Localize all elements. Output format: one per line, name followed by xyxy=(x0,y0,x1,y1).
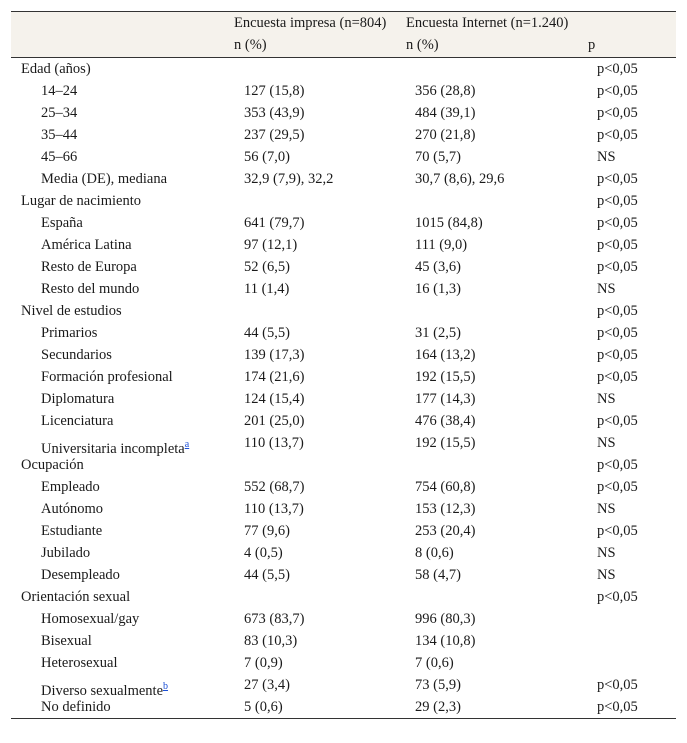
cell-p-value: NS xyxy=(597,501,616,517)
table-row xyxy=(11,58,676,80)
table-header xyxy=(11,11,676,58)
cell-p-value: NS xyxy=(597,567,616,583)
cell-p-value: p<0,05 xyxy=(597,215,638,231)
cell-printed-value: 353 (43,9) xyxy=(244,105,305,121)
row-label xyxy=(41,102,77,124)
row-label xyxy=(41,124,77,146)
cell-p-value: p<0,05 xyxy=(597,171,638,187)
row-label xyxy=(41,256,137,278)
table-row xyxy=(11,696,676,718)
row-label-text: Autónomo xyxy=(41,501,104,517)
cell-printed-value: 4 (0,5) xyxy=(244,545,283,561)
table-row xyxy=(11,234,676,256)
table-row xyxy=(11,322,676,344)
cell-printed-value: 139 (17,3) xyxy=(244,347,305,363)
cell-internet-value: 70 (5,7) xyxy=(415,149,461,165)
cell-internet-value: 270 (21,8) xyxy=(415,127,476,143)
table-row xyxy=(11,212,676,234)
table-row xyxy=(11,388,676,410)
cell-printed-value: 44 (5,5) xyxy=(244,567,290,583)
row-label xyxy=(41,212,83,234)
row-label-text: Formación profesional xyxy=(41,369,173,385)
cell-p-value: NS xyxy=(597,391,616,407)
cell-printed-value: 7 (0,9) xyxy=(244,655,283,671)
row-label xyxy=(41,696,111,718)
section-label xyxy=(21,300,122,322)
cell-internet-value: 177 (14,3) xyxy=(415,391,476,407)
row-label xyxy=(41,278,139,300)
col-header-printed-survey: Encuesta impresa (n=804) xyxy=(234,15,387,31)
footnote-link[interactable]: b xyxy=(163,681,169,692)
cell-printed-value: 641 (79,7) xyxy=(244,215,305,231)
row-label xyxy=(41,344,112,366)
table-row xyxy=(11,586,676,608)
col-subheader-printed: n (%) xyxy=(234,37,267,53)
table-row xyxy=(11,652,676,674)
row-label xyxy=(41,366,173,388)
cell-printed-value: 110 (13,7) xyxy=(244,435,304,451)
row-label xyxy=(41,520,102,542)
row-label xyxy=(41,630,92,652)
row-label-text: Secundarios xyxy=(41,347,112,363)
row-label-text: Estudiante xyxy=(41,523,103,539)
table-row xyxy=(11,102,676,124)
row-label-text: América Latina xyxy=(41,237,132,253)
cell-p-value: p<0,05 xyxy=(597,457,638,473)
cell-internet-value: 111 (9,0) xyxy=(415,237,468,253)
table-row xyxy=(11,256,676,278)
cell-printed-value: 124 (15,4) xyxy=(244,391,305,407)
table-row xyxy=(11,476,676,498)
row-label-text: Resto de Europa xyxy=(41,259,137,275)
row-label xyxy=(41,608,139,630)
row-label-text: 35–44 xyxy=(41,127,78,143)
cell-internet-value: 754 (60,8) xyxy=(415,479,476,495)
cell-printed-value: 5 (0,6) xyxy=(244,699,283,715)
cell-internet-value: 192 (15,5) xyxy=(415,369,476,385)
table-row xyxy=(11,542,676,564)
cell-p-value: p<0,05 xyxy=(597,677,638,693)
row-label-text: Orientación sexual xyxy=(21,589,131,605)
row-label xyxy=(41,542,90,564)
cell-p-value: p<0,05 xyxy=(597,699,638,715)
cell-printed-value: 127 (15,8) xyxy=(244,83,305,99)
cell-p-value: p<0,05 xyxy=(597,589,638,605)
row-label-text: Diplomatura xyxy=(41,391,115,407)
cell-internet-value: 996 (80,3) xyxy=(415,611,476,627)
cell-printed-value: 552 (68,7) xyxy=(244,479,305,495)
cell-internet-value: 134 (10,8) xyxy=(415,633,476,649)
row-label xyxy=(41,168,167,190)
cell-p-value: NS xyxy=(597,435,616,451)
table-row xyxy=(11,300,676,322)
cell-internet-value: 58 (4,7) xyxy=(415,567,461,583)
col-subheader-internet: n (%) xyxy=(406,37,439,53)
row-label xyxy=(41,410,113,432)
cell-p-value: NS xyxy=(597,281,616,297)
row-label-text: Universitaria incompleta xyxy=(41,440,185,457)
cell-internet-value: 16 (1,3) xyxy=(415,281,461,297)
table-row xyxy=(11,410,676,432)
row-label-text: 25–34 xyxy=(41,105,78,121)
table-row xyxy=(11,168,676,190)
table-row xyxy=(11,454,676,476)
row-label-text: Lugar de nacimiento xyxy=(21,193,141,209)
cell-p-value: p<0,05 xyxy=(597,479,638,495)
table-row xyxy=(11,630,676,652)
row-label-text: Media (DE), mediana xyxy=(41,171,168,187)
cell-internet-value: 253 (20,4) xyxy=(415,523,476,539)
row-label xyxy=(41,652,118,674)
row-label xyxy=(41,498,103,520)
section-label xyxy=(21,58,91,80)
footnote-marker[interactable] xyxy=(185,436,189,450)
cell-p-value: p<0,05 xyxy=(597,369,638,385)
row-label-text: Empleado xyxy=(41,479,100,495)
table-row xyxy=(11,432,676,457)
cell-p-value: NS xyxy=(597,545,616,561)
cell-p-value: NS xyxy=(597,149,616,165)
cell-p-value: p<0,05 xyxy=(597,259,638,275)
cell-internet-value: 153 (12,3) xyxy=(415,501,476,517)
cell-printed-value: 32,9 (7,9), 32,2 xyxy=(244,171,334,187)
row-label-text: Desempleado xyxy=(41,567,120,583)
cell-internet-value: 45 (3,6) xyxy=(415,259,461,275)
cell-internet-value: 484 (39,1) xyxy=(415,105,476,121)
row-label xyxy=(41,234,132,256)
row-label-text: España xyxy=(41,215,83,231)
cell-p-value: p<0,05 xyxy=(597,83,638,99)
cell-printed-value: 97 (12,1) xyxy=(244,237,298,253)
row-label-text: Bisexual xyxy=(41,633,92,649)
row-label-text: Ocupación xyxy=(21,457,84,473)
col-header-internet-survey: Encuesta Internet (n=1.240) xyxy=(406,15,569,31)
cell-p-value: p<0,05 xyxy=(597,325,638,341)
cell-printed-value: 52 (6,5) xyxy=(244,259,290,275)
row-label xyxy=(41,388,114,410)
cell-p-value: p<0,05 xyxy=(597,127,638,143)
table-row xyxy=(11,146,676,168)
cell-internet-value: 192 (15,5) xyxy=(415,435,476,451)
footnote-link[interactable]: a xyxy=(184,439,190,450)
table-row xyxy=(11,498,676,520)
table-row xyxy=(11,190,676,212)
row-label-text: Edad (años) xyxy=(21,61,91,77)
cell-p-value: p<0,05 xyxy=(597,347,638,363)
table-row xyxy=(11,344,676,366)
cell-internet-value: 164 (13,2) xyxy=(415,347,476,363)
cell-printed-value: 27 (3,4) xyxy=(244,677,290,693)
cell-internet-value: 476 (38,4) xyxy=(415,413,476,429)
row-label-text: No definido xyxy=(41,699,111,715)
row-label xyxy=(41,146,77,168)
table-row xyxy=(11,608,676,630)
cell-internet-value: 30,7 (8,6), 29,6 xyxy=(415,171,505,187)
cell-printed-value: 110 (13,7) xyxy=(244,501,304,517)
cell-internet-value: 356 (28,8) xyxy=(415,83,476,99)
row-label-text: Nivel de estudios xyxy=(21,303,122,319)
cell-printed-value: 673 (83,7) xyxy=(244,611,305,627)
cell-p-value: p<0,05 xyxy=(597,237,638,253)
row-label-text: Heterosexual xyxy=(41,655,118,671)
cell-printed-value: 83 (10,3) xyxy=(244,633,298,649)
section-label xyxy=(21,454,84,476)
cell-printed-value: 11 (1,4) xyxy=(244,281,290,297)
row-label-text: Diverso sexualmente xyxy=(41,682,164,699)
cell-internet-value: 7 (0,6) xyxy=(415,655,454,671)
row-label-text: Primarios xyxy=(41,325,98,341)
cell-internet-value: 8 (0,6) xyxy=(415,545,454,561)
row-label-text: Resto del mundo xyxy=(41,281,140,297)
row-label-text: 14–24 xyxy=(41,83,78,99)
section-label xyxy=(21,190,141,212)
cell-printed-value: 201 (25,0) xyxy=(244,413,305,429)
row-label-text: Licenciatura xyxy=(41,413,114,429)
cell-internet-value: 1015 (84,8) xyxy=(415,215,483,231)
table-row xyxy=(11,674,676,699)
cell-p-value: p<0,05 xyxy=(597,523,638,539)
col-subheader-p: p xyxy=(588,37,596,53)
section-label xyxy=(21,586,130,608)
cell-printed-value: 174 (21,6) xyxy=(244,369,305,385)
table-row xyxy=(11,278,676,300)
table-row xyxy=(11,564,676,586)
cell-p-value: p<0,05 xyxy=(597,61,638,77)
row-label xyxy=(41,564,120,586)
cell-printed-value: 77 (9,6) xyxy=(244,523,290,539)
table-body xyxy=(11,58,676,719)
cell-p-value: p<0,05 xyxy=(597,413,638,429)
row-label-text: Homosexual/gay xyxy=(41,611,140,627)
table-row xyxy=(11,124,676,146)
demographics-table xyxy=(11,11,676,719)
table-row xyxy=(11,80,676,102)
cell-internet-value: 31 (2,5) xyxy=(415,325,461,341)
table-row xyxy=(11,520,676,542)
cell-internet-value: 29 (2,3) xyxy=(415,699,461,715)
cell-printed-value: 56 (7,0) xyxy=(244,149,290,165)
row-label-text: 45–66 xyxy=(41,149,78,165)
footnote-marker[interactable] xyxy=(163,678,168,692)
cell-p-value: p<0,05 xyxy=(597,193,638,209)
row-label xyxy=(41,476,100,498)
row-label-text: Jubilado xyxy=(41,545,91,561)
cell-internet-value: 73 (5,9) xyxy=(415,677,461,693)
cell-p-value: p<0,05 xyxy=(597,303,638,319)
row-label xyxy=(41,80,77,102)
cell-printed-value: 44 (5,5) xyxy=(244,325,290,341)
table-row xyxy=(11,366,676,388)
cell-p-value: p<0,05 xyxy=(597,105,638,121)
cell-printed-value: 237 (29,5) xyxy=(244,127,305,143)
row-label xyxy=(41,322,97,344)
